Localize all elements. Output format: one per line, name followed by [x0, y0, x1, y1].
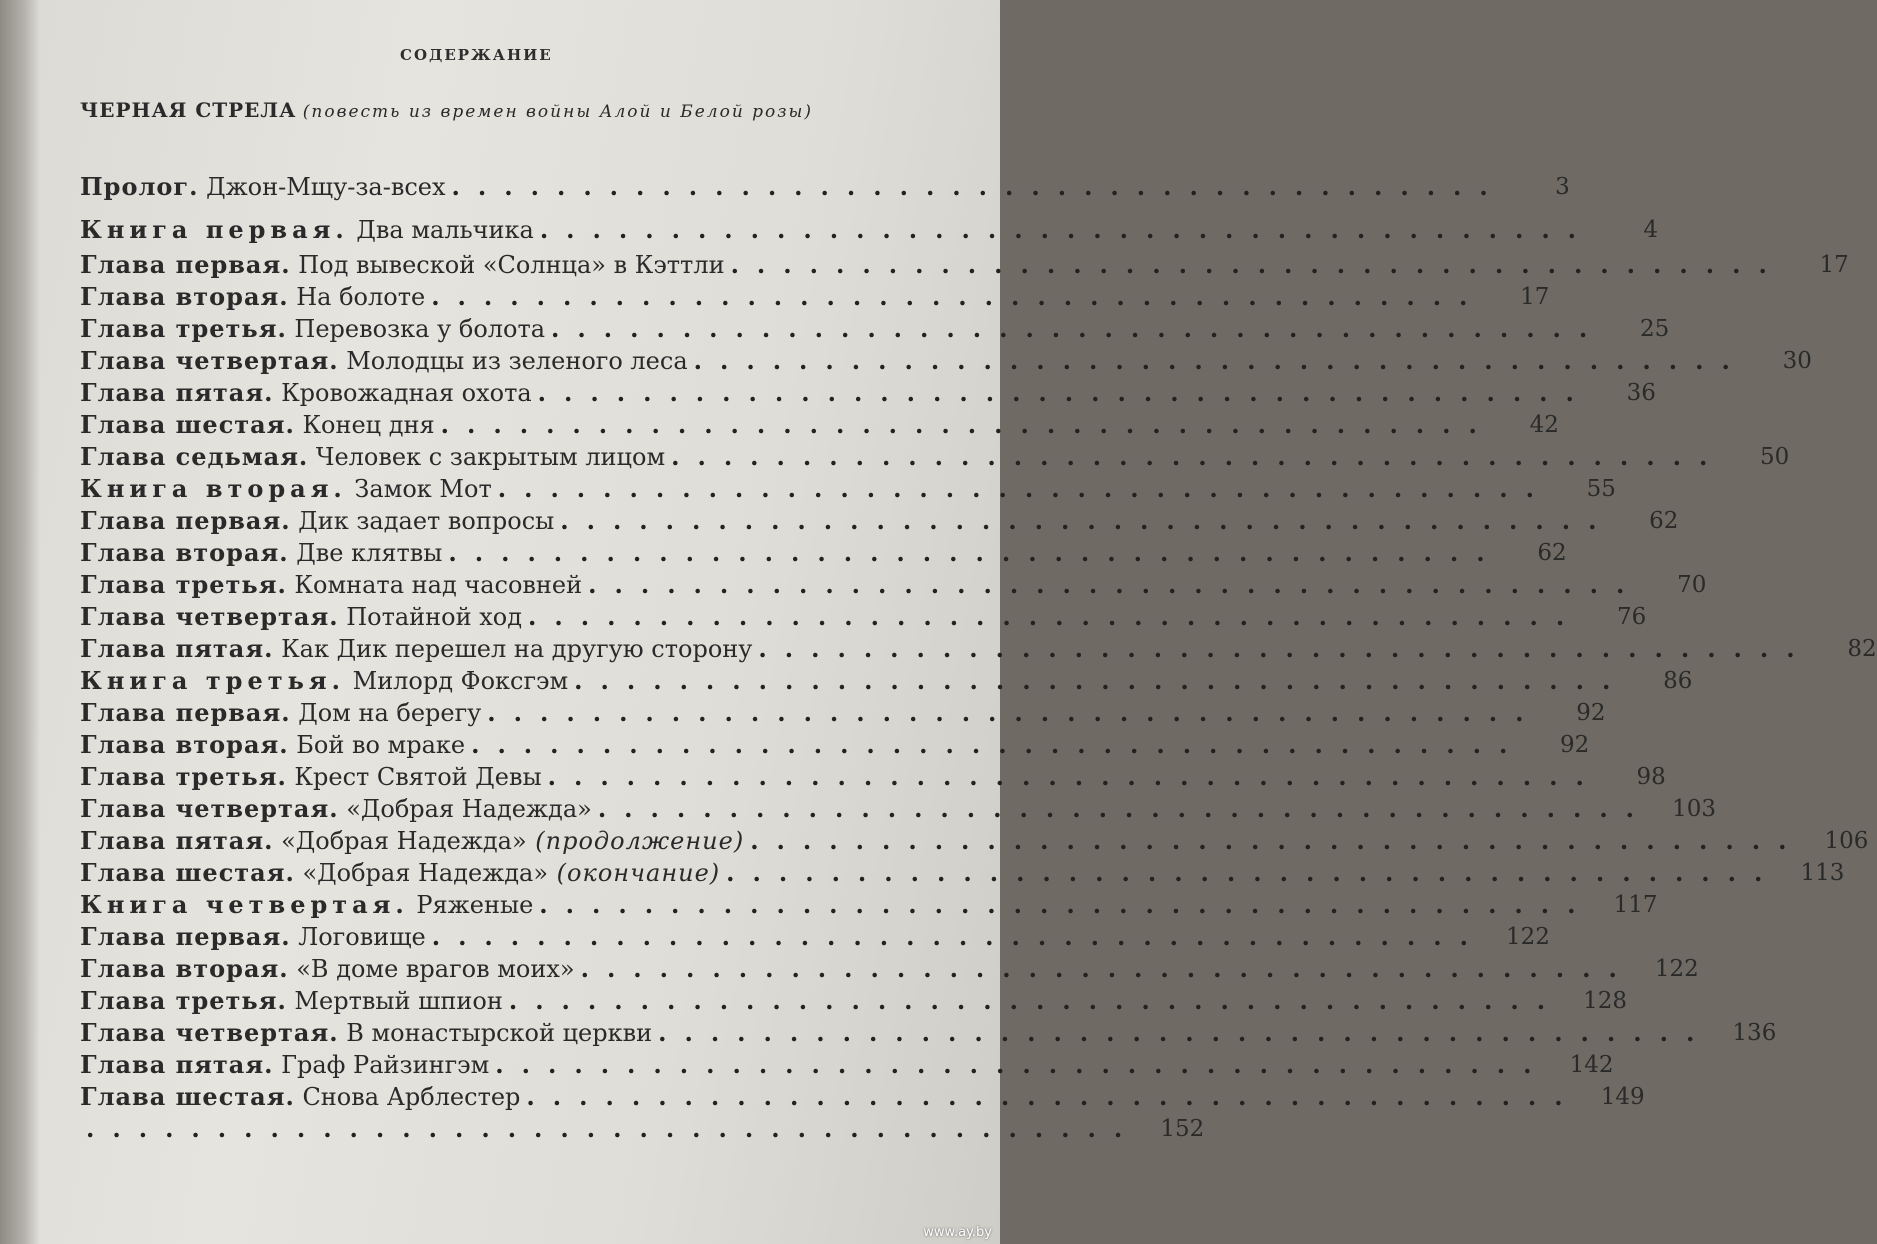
- toc-chapter-label: Глава четвертая.: [80, 602, 339, 631]
- toc-chapter-label: Глава четвертая.: [80, 346, 339, 375]
- dot-leader: ........................................: [440, 410, 1495, 439]
- dot-leader: ........................................: [431, 922, 1486, 951]
- dot-leader: ........................................: [526, 1082, 1581, 1111]
- toc-entry-title: [80, 666, 568, 696]
- toc-heading: СОДЕРЖАНИЕ: [400, 46, 553, 64]
- table-of-contents: [80, 0, 1877, 1244]
- dot-leader: ........................................: [551, 314, 1606, 343]
- toc-entry-title: [80, 954, 575, 984]
- toc-page-number: 42: [1529, 412, 1559, 438]
- toc-chapter-label: Глава первая.: [80, 250, 291, 279]
- toc-entry: [80, 986, 1628, 1016]
- toc-page-number: 3: [1555, 174, 1570, 200]
- toc-entry: [80, 826, 1869, 856]
- toc-page-number: 17: [1520, 284, 1550, 310]
- toc-entry-name: Перевозка у болота: [286, 315, 546, 343]
- toc-entry-name: Под вывеской «Солнца» в Кэттли: [290, 251, 725, 279]
- dot-leader: ........................................: [451, 172, 1506, 201]
- toc-book-label: Книга первая.: [80, 215, 349, 244]
- toc-entry: [80, 172, 1570, 202]
- toc-entry-name: Два мальчика: [348, 216, 534, 244]
- toc-entry-title: [80, 858, 720, 888]
- dot-leader: ........................................: [487, 698, 1542, 727]
- toc-entry: [80, 538, 1567, 568]
- toc-page-number: 106: [1824, 828, 1869, 854]
- toc-entry-name: В монастырской церкви: [338, 1019, 653, 1047]
- toc-entry-title: [80, 986, 503, 1016]
- toc-entry-name: Бой во мраке: [288, 731, 466, 759]
- toc-chapter-label: Глава четвертая.: [80, 1018, 339, 1047]
- toc-page-number: 55: [1586, 476, 1616, 502]
- dot-leader: ........................................: [528, 602, 1583, 631]
- toc-entry-title: [80, 172, 446, 202]
- toc-chapter-label: Глава вторая.: [80, 282, 289, 311]
- toc-entry-name: Мертвый шпион: [286, 987, 503, 1015]
- dot-leader: ........................................: [588, 570, 1643, 599]
- toc-entry: [80, 698, 1606, 728]
- toc-entry: [80, 890, 1658, 920]
- toc-entry: [80, 602, 1647, 632]
- toc-entry-name: Крест Святой Девы: [286, 763, 542, 791]
- toc-entry-name: Потайной ход: [338, 603, 522, 631]
- toc-page-number: 30: [1782, 348, 1812, 374]
- toc-entry-name: Две клятвы: [288, 539, 443, 567]
- toc-entry-title: [80, 570, 582, 600]
- toc-entry-name: Логовище: [290, 923, 426, 951]
- toc-chapter-label: Глава шестая.: [80, 410, 295, 439]
- dot-leader: ........................................: [508, 986, 1564, 1015]
- toc-entry-title: [80, 442, 665, 472]
- watermark: www.ay.by: [923, 1225, 992, 1240]
- toc-entry: [80, 1018, 1777, 1048]
- toc-chapter-label: Глава вторая.: [80, 954, 289, 983]
- toc-entry: [80, 474, 1616, 504]
- dot-leader: ........................................: [597, 794, 1653, 823]
- toc-page-number: 122: [1654, 956, 1699, 982]
- toc-page-number: 117: [1613, 892, 1658, 918]
- dot-leader: ........................................: [730, 250, 1785, 279]
- toc-entry-title: [80, 1018, 652, 1048]
- dot-leader: ........................................: [86, 1114, 1141, 1143]
- toc-entry: [80, 954, 1699, 984]
- toc-entry-title: [80, 634, 752, 664]
- toc-page-number: 17: [1819, 252, 1849, 278]
- toc-page-number: 103: [1672, 796, 1717, 822]
- toc-entry: [80, 634, 1877, 664]
- dot-leader: ........................................: [580, 954, 1635, 983]
- toc-entry-title: [80, 1050, 489, 1080]
- toc-page-number: 98: [1636, 764, 1666, 790]
- work-title-main: ЧЕРНАЯ СТРЕЛА: [80, 98, 297, 122]
- toc-entry-title: [80, 346, 688, 376]
- toc-entry-title: [80, 378, 532, 408]
- dot-leader: ........................................: [758, 634, 1813, 663]
- toc-entry: [80, 922, 1550, 952]
- toc-page-number: 142: [1569, 1052, 1614, 1078]
- toc-entry-title: [80, 250, 725, 280]
- toc-chapter-label: Глава первая.: [80, 698, 291, 727]
- toc-entry-title: [80, 602, 522, 632]
- toc-entry-name: Граф Райзингэм: [273, 1051, 490, 1079]
- toc-entry-title: [80, 1082, 520, 1112]
- toc-entry: [80, 250, 1849, 280]
- toc-chapter-label: Глава первая.: [80, 922, 291, 951]
- toc-entry-name: Замок Мот: [346, 475, 492, 503]
- toc-entry-title: [80, 314, 545, 344]
- toc-book-label: Книга четвертая.: [80, 890, 409, 919]
- toc-entry: [80, 762, 1666, 792]
- toc-entry-name: «В доме врагов моих»: [288, 955, 575, 983]
- dot-leader: ........................................: [726, 858, 1781, 887]
- toc-entry: [80, 794, 1717, 824]
- toc-chapter-label: Глава четвертая.: [80, 794, 339, 823]
- toc-entry-name: На болоте: [288, 283, 426, 311]
- toc-page-number: 152: [1160, 1116, 1205, 1142]
- toc-page-number: 113: [1800, 860, 1845, 886]
- dot-leader: ........................................: [497, 474, 1552, 503]
- toc-entry: [80, 506, 1679, 536]
- toc-entry-title: [80, 538, 442, 568]
- page-gutter-shadow: [0, 0, 40, 1244]
- toc-entry-title: [80, 410, 435, 440]
- toc-entry: [80, 378, 1656, 408]
- toc-entry: [80, 1050, 1614, 1080]
- dot-leader: ........................................: [693, 346, 1748, 375]
- toc-entry: [80, 730, 1590, 760]
- toc-book-label: Книга вторая.: [80, 474, 347, 503]
- toc-entry-name: Джон-Мщу-за-всех: [198, 173, 446, 201]
- toc-page-number: 4: [1643, 217, 1659, 243]
- toc-entry-title: [80, 826, 744, 856]
- toc-entry-title: [80, 215, 534, 245]
- toc-entry: [80, 442, 1790, 472]
- dot-leader: ........................................: [471, 730, 1526, 759]
- toc-page-number: 122: [1506, 924, 1550, 950]
- toc-entry-title: [80, 474, 492, 504]
- toc-entry-title: [80, 730, 465, 760]
- toc-entry-name: «Добрая Надежда»: [338, 795, 592, 823]
- toc-entry: [80, 314, 1670, 344]
- toc-chapter-label: Глава третья.: [80, 986, 287, 1015]
- dot-leader: ........................................: [539, 215, 1595, 244]
- toc-entry-name: Кровожадная охота: [273, 379, 532, 407]
- toc-chapter-label: Глава третья.: [80, 762, 287, 791]
- dot-leader: ........................................: [658, 1018, 1713, 1047]
- toc-page-number: 25: [1639, 316, 1670, 342]
- dot-leader: ........................................: [750, 826, 1805, 855]
- toc-entry-name: «Добрая Надежда»: [273, 827, 527, 855]
- work-title-subtitle: (повесть из времен войны Алой и Белой розы): [302, 102, 814, 122]
- toc-entry-name: Как Дик перешел на другую сторону: [273, 635, 753, 663]
- toc-page-number: 62: [1537, 540, 1567, 566]
- toc-entry: [80, 1082, 1645, 1112]
- toc-entry-name: Дик задает вопросы: [290, 507, 555, 535]
- toc-page-number: 136: [1732, 1020, 1777, 1046]
- toc-chapter-label: Глава пятая.: [80, 1050, 274, 1079]
- toc-chapter-label: Глава пятая.: [80, 826, 274, 855]
- toc-book-label: Книга третья.: [80, 666, 345, 695]
- dot-leader: ........................................: [671, 442, 1726, 471]
- toc-entry-title: [80, 282, 425, 312]
- toc-chapter-label: Глава шестая.: [80, 1082, 295, 1111]
- dot-leader: ........................................: [431, 282, 1486, 311]
- toc-page-number: 82: [1847, 636, 1877, 662]
- dot-leader: ........................................: [537, 378, 1592, 407]
- dot-leader: ........................................: [547, 762, 1602, 791]
- toc-entry: [80, 282, 1550, 312]
- toc-page-number: 86: [1663, 668, 1693, 694]
- toc-entry-title: [80, 794, 592, 824]
- dot-leader: ........................................: [495, 1050, 1550, 1079]
- toc-entry-title: [80, 922, 426, 952]
- toc-page-number: 62: [1649, 508, 1679, 534]
- toc-page-number: 50: [1760, 444, 1790, 470]
- toc-page-number: 36: [1626, 380, 1656, 406]
- toc-entry-note: (окончание): [548, 859, 721, 887]
- toc-entry-name: Человек с закрытым лицом: [308, 443, 666, 471]
- toc-entry-name: Снова Арблестер: [294, 1083, 521, 1111]
- toc-entry: [80, 570, 1707, 600]
- toc-entry: [80, 346, 1812, 376]
- toc-chapter-label: Глава вторая.: [80, 538, 289, 567]
- toc-chapter-label: Глава шестая.: [80, 858, 295, 887]
- toc-chapter-label: Глава седьмая.: [80, 442, 309, 471]
- toc-entry: [80, 1114, 1205, 1144]
- dot-leader: ........................................: [560, 506, 1615, 535]
- dot-leader: ........................................: [448, 538, 1503, 567]
- toc-page-number: 92: [1560, 732, 1590, 758]
- toc-page-number: 76: [1616, 604, 1647, 630]
- toc-chapter-label: Глава первая.: [80, 506, 291, 535]
- toc-entry: [80, 215, 1659, 245]
- toc-entry-name: Милорд Фоксгэм: [344, 667, 569, 695]
- toc-page-number: 128: [1583, 988, 1628, 1014]
- toc-entry-title: [80, 762, 542, 792]
- toc-chapter-label: Глава третья.: [80, 570, 287, 599]
- toc-entry-name: «Добрая Надежда»: [294, 859, 549, 887]
- toc-chapter-label: Глава вторая.: [80, 730, 289, 759]
- toc-chapter-label: Глава пятая.: [80, 378, 274, 407]
- toc-entry: [80, 858, 1845, 888]
- toc-entry-name: Дом на берегу: [290, 699, 482, 727]
- toc-chapter-label: Пролог.: [80, 172, 199, 201]
- toc-entry: [80, 410, 1559, 440]
- toc-entry-title: [80, 890, 533, 920]
- work-title: [80, 94, 840, 129]
- toc-entry-note: (продолжение): [526, 827, 745, 855]
- toc-chapter-label: Глава третья.: [80, 314, 287, 343]
- toc-page-number: 92: [1576, 700, 1606, 726]
- toc-entry-title: [80, 698, 481, 728]
- toc-chapter-label: Глава пятая.: [80, 634, 274, 663]
- toc-entry-title: [80, 506, 554, 536]
- toc-entry-name: Ряженые: [408, 891, 534, 919]
- toc-entry-name: Комната над часовней: [286, 571, 583, 599]
- dot-leader: ........................................: [539, 890, 1594, 919]
- dot-leader: ........................................: [574, 666, 1629, 695]
- toc-page-number: 149: [1600, 1084, 1645, 1110]
- toc-entry: [80, 666, 1693, 696]
- toc-entry-name: Конец дня: [294, 411, 435, 439]
- toc-page-number: 70: [1677, 572, 1707, 598]
- toc-entry-name: Молодцы из зеленого леса: [338, 347, 688, 375]
